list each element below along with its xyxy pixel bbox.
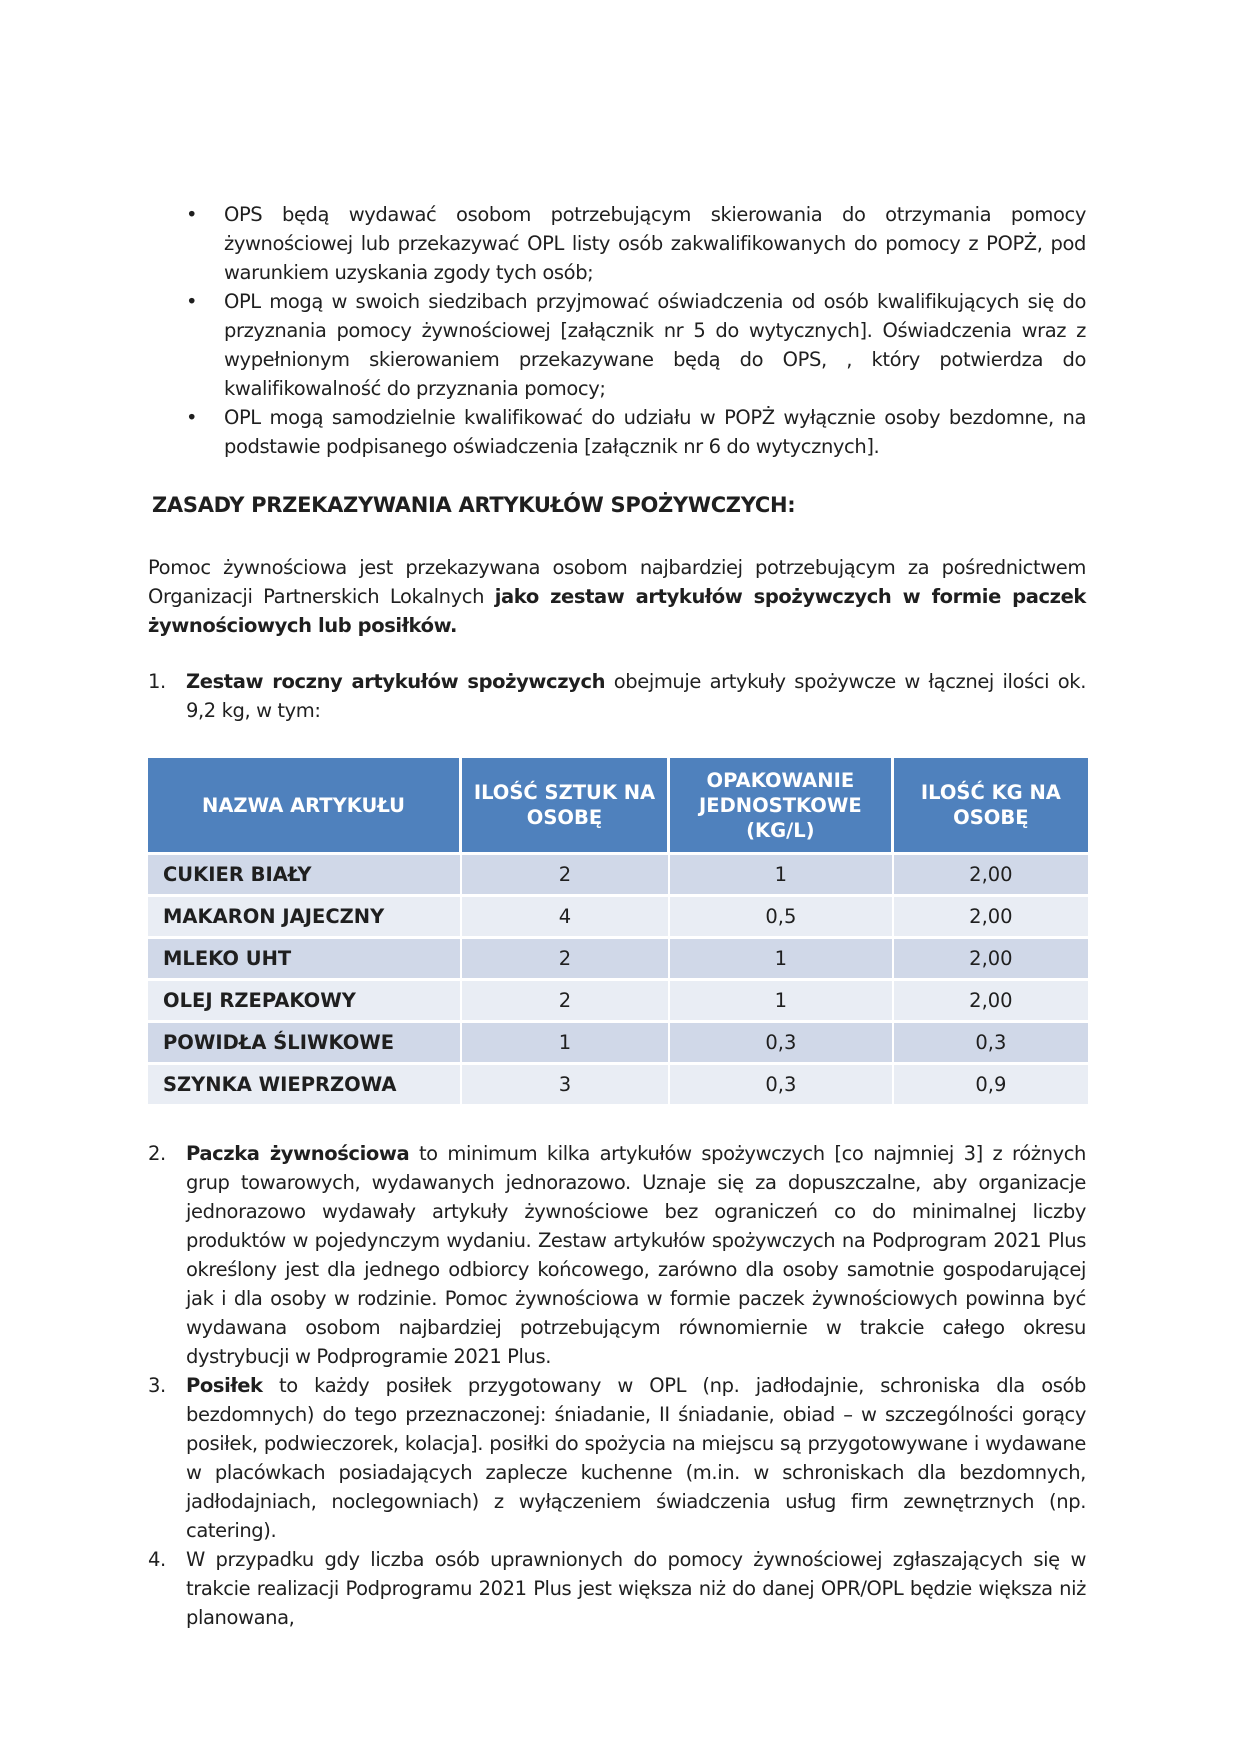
header-nazwa: NAZWA ARTYKUŁU: [148, 758, 462, 855]
cell-qty: 3: [462, 1065, 670, 1107]
list-item-bold: Posiłek: [186, 1374, 263, 1397]
cell-qty: 4: [462, 897, 670, 939]
cell-name: POWIDŁA ŚLIWKOWE: [148, 1023, 462, 1065]
section-heading: ZASADY PRZEKAZYWANIA ARTYKUŁÓW SPOŻYWCZYCH:: [152, 493, 796, 517]
cell-pack: 0,3: [670, 1023, 894, 1065]
cell-pack: 1: [670, 855, 894, 897]
list-item-text: obejmuje artykuły spożywcze w łącznej ilości ok. 9,2 kg, w tym:: [186, 670, 1086, 722]
cell-pack: 1: [670, 981, 894, 1023]
list-number: 3.: [148, 1374, 166, 1397]
cell-name: CUKIER BIAŁY: [148, 855, 462, 897]
list-number: 1.: [148, 670, 166, 693]
list-item-bold: Zestaw roczny artykułów spożywczych: [186, 670, 606, 693]
list-item: [148, 667, 1086, 725]
list-item: [148, 1139, 1086, 1371]
cell-qty: 1: [462, 1023, 670, 1065]
cell-kg: 2,00: [894, 855, 1088, 897]
cell-qty: 2: [462, 939, 670, 981]
cell-name: MLEKO UHT: [148, 939, 462, 981]
cell-pack: 0,3: [670, 1065, 894, 1107]
cell-pack: 1: [670, 939, 894, 981]
list-item: [148, 1371, 1086, 1545]
intro-text: Pomoc żywnościowa jest przekazywana osobom najbardziej potrzebującym za pośrednictwem Organizacji Partnerskich Lokalnych: [148, 556, 1086, 608]
table-row: [148, 1023, 1088, 1065]
cell-qty: 2: [462, 855, 670, 897]
bullet-item: [186, 200, 1086, 287]
list-number: 4.: [148, 1548, 166, 1571]
list-item: [148, 1545, 1086, 1632]
list-item-bold: Paczka żywnościowa: [186, 1142, 410, 1165]
bullet-item: [186, 403, 1086, 461]
cell-kg: 0,3: [894, 1023, 1088, 1065]
cell-kg: 2,00: [894, 939, 1088, 981]
table-row: [148, 939, 1088, 981]
cell-kg: 0,9: [894, 1065, 1088, 1107]
bullet-icon: •: [186, 290, 198, 313]
cell-qty: 2: [462, 981, 670, 1023]
intro-paragraph: [148, 553, 1086, 640]
bullet-icon: •: [186, 203, 198, 226]
table-row: [148, 855, 1088, 897]
header-opakowanie: OPAKOWANIE JEDNOSTKOWE (KG/L): [670, 758, 894, 855]
bullet-text: OPS będą wydawać osobom potrzebującym skierowania do otrzymania pomocy żywnościowej lub przekazywać OPL listy osób zakwalifikowanych do pomocy z POPŻ, pod warunkiem uzyskania zgody tych osób;: [224, 203, 1086, 284]
cell-pack: 0,5: [670, 897, 894, 939]
bullet-text: OPL mogą samodzielnie kwalifikować do udziału w POPŻ wyłącznie osoby bezdomne, na podstawie podpisanego oświadczenia [załącznik nr 6 do wytycznych].: [224, 406, 1086, 458]
bullet-text: OPL mogą w swoich siedzibach przyjmować oświadczenia od osób kwalifikujących się do przyznania pomocy żywnościowej [załącznik nr 5 do wytycznych]. Oświadczenia wraz z wypełnionym skierowaniem przekazywane będą do OPS, , który potwierdza do kwalifikowalność do przyznania pomocy;: [224, 290, 1086, 400]
list-item-text: to minimum kilka artykułów spożywczych [co najmniej 3] z różnych grup towarowych, wydawanych jednorazowo. Uznaje się za dopuszczalne, aby organizacje jednorazowo wydawały artykuły żywnościowe bez ograniczeń co do minimalnej liczby produktów w pojedynczym wydaniu. Zestaw artykułów spożywczych na Podprogram 2021 Plus określony jest dla jednego odbiorcy końcowego, zarówno dla osoby samotnie gospodarującej jak i dla osoby w rodzinie. Pomoc żywnościowa w formie paczek żywnościowych powinna być wydawana osobom najbardziej potrzebującym równomiernie w trakcie całego okresu dystrybucji w Podprogramie 2021 Plus.: [186, 1142, 1086, 1368]
bullet-icon: •: [186, 406, 198, 429]
table-row: [148, 897, 1088, 939]
bullet-item: [186, 287, 1086, 403]
cell-name: OLEJ RZEPAKOWY: [148, 981, 462, 1023]
cell-kg: 2,00: [894, 897, 1088, 939]
bullet-list: [186, 200, 1086, 461]
food-items-table: [148, 758, 1088, 1107]
list-item-text: to każdy posiłek przygotowany w OPL (np. jadłodajnie, schroniska dla osób bezdomnych) do tego przeznaczonej: śniadanie, II śniadanie, obiad – w szczególności gorący posiłek, podwieczorek, kolacja]. posiłki do spożycia na miejscu są przygotowywane i wydawane w placówkach posiadających zaplecze kuchenne (m.in. w schroniskach dla bezdomnych, jadłodajniach, noclegowniach) z wyłączeniem świadczenia usług firm zewnętrznych (np. catering).: [186, 1374, 1086, 1542]
list-item-text: W przypadku gdy liczba osób uprawnionych do pomocy żywnościowej zgłaszających się w trakcie realizacji Podprogramu 2021 Plus jest większa niż do danej OPR/OPL będzie większa niż planowana,: [186, 1548, 1086, 1629]
cell-name: SZYNKA WIEPRZOWA: [148, 1065, 462, 1107]
numbered-list-item-1: [148, 667, 1086, 725]
table-row: [148, 981, 1088, 1023]
header-ilosc-sztuk: ILOŚĆ SZTUK NA OSOBĘ: [462, 758, 670, 855]
table-header-row: [148, 758, 1088, 855]
cell-kg: 2,00: [894, 981, 1088, 1023]
list-number: 2.: [148, 1142, 166, 1165]
intro-bold-text: jako zestaw artykułów spożywczych w formie paczek żywnościowych lub posiłków.: [148, 585, 1086, 637]
cell-name: MAKARON JAJECZNY: [148, 897, 462, 939]
numbered-list-items-2-4: [148, 1139, 1086, 1632]
table-row: [148, 1065, 1088, 1107]
header-ilosc-kg: ILOŚĆ KG NA OSOBĘ: [894, 758, 1088, 855]
